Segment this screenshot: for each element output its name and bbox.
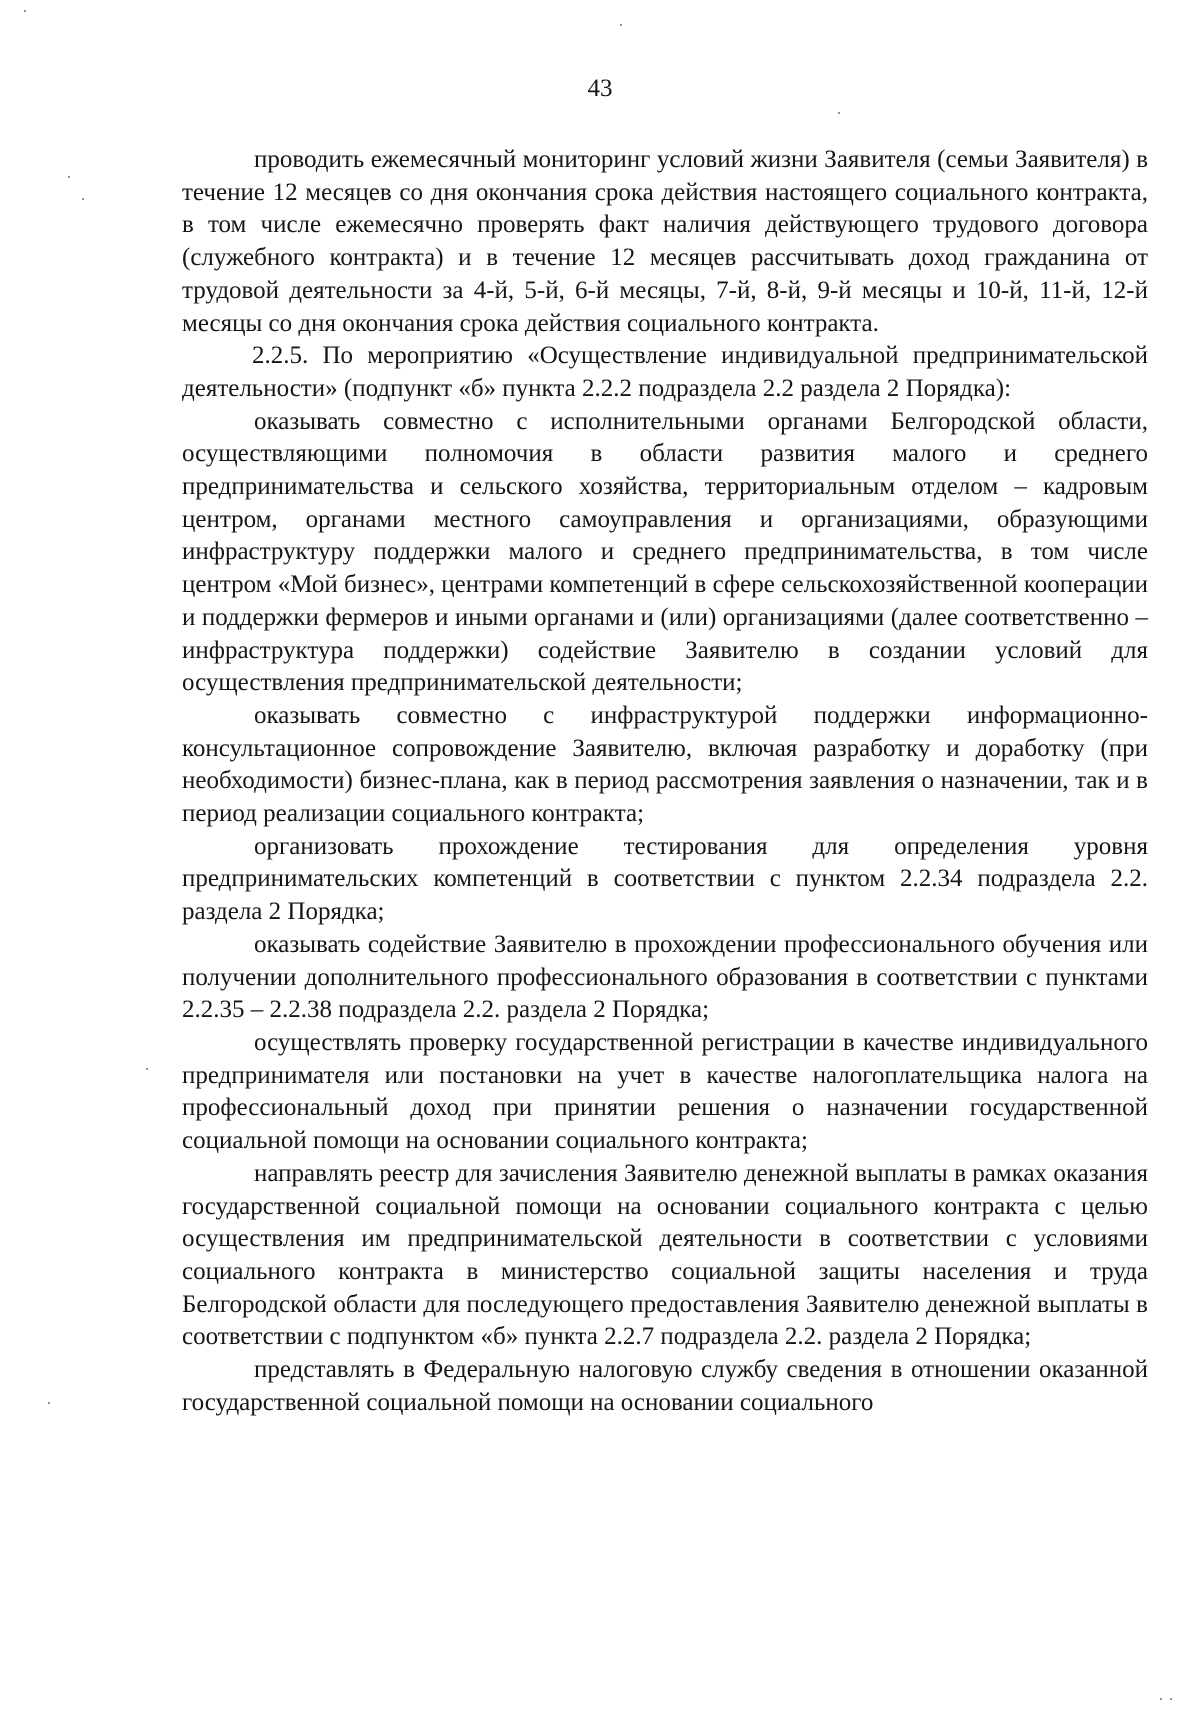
scan-speck xyxy=(1160,1698,1162,1700)
paragraph-testing: организовать прохождение тестирования для определения уровня предпринимательских компетенций в соответствии с пунктом 2.2.34 подраздела 2.2. раздела 2 Порядка; xyxy=(182,832,1148,926)
paragraph-tax-service: представлять в Федеральную налоговую службу сведения в отношении оказанной государственной социальной помощи на основании социального xyxy=(182,1356,1148,1416)
paragraph-item-2-2-5: 2.2.5. По мероприятию «Осуществление индивидуальной предпринимательской деятельности» (подпункт «б» пункта 2.2.2 подраздела 2.2 раздела 2 Порядка): xyxy=(182,342,1148,402)
paragraph-registration-check: осуществлять проверку государственной регистрации в качестве индивидуального предпринимателя или постановки на учет в качестве налогоплательщика налога на профессиональный доход при принятии решения о назначении государственной социальной помощи на основании социального контракта; xyxy=(182,1028,1148,1155)
scan-speck xyxy=(1170,1698,1172,1700)
page-number: 43 xyxy=(587,75,613,102)
scan-speck xyxy=(68,176,70,178)
scan-speck xyxy=(146,1068,148,1070)
scan-speck xyxy=(620,24,622,26)
scan-speck xyxy=(48,1402,50,1404)
paragraph-monitoring: проводить ежемесячный мониторинг условий жизни Заявителя (семьи Заявителя) в течение 12 месяцев со дня окончания срока действия настоящего социального контракта, в том числе ежемесячно проверять факт наличия действующего трудового договора (служебного контракта) и в течение 12 месяцев рассчитывать доход гражданина от трудовой деятельности за 4-й, 5-й, 6-й месяцы, 7-й, 8-й, 9-й месяцы и 10-й, 11-й, 12-й месяцы со дня окончания срока действия социального контракта. xyxy=(182,146,1148,337)
paragraph-consulting: оказывать совместно с инфраструктурой поддержки информационно-консультационное сопровождение Заявителю, включая разработку и доработку (при необходимости) бизнес-плана, как в период рассмотрения заявления о назначении, так и в период реализации социального контракта; xyxy=(182,701,1148,828)
paragraph-support-creation: оказывать совместно с исполнительными органами Белгородской области, осуществляющими полномочия в области развития малого и среднего предпринимательства и сельского хозяйства, территориальным отделом – кадровым центром, органами местного самоуправления и организациями, образующими инфраструктуру поддержки малого и среднего предпринимательства, в том числе центром «Мой бизнес», центрами компетенций в сфере сельскохозяйственной кооперации и поддержки фермеров и иными органами и (или) организациями (далее соответственно – инфраструктура поддержки) содействие Заявителю в создании условий для осуществления предпринимательской деятельности; xyxy=(182,407,1148,697)
scan-speck xyxy=(838,112,840,114)
paragraph-payment-register: направлять реестр для зачисления Заявителю денежной выплаты в рамках оказания государственной социальной помощи на основании социального контракта с целью осуществления им предпринимательской деятельности в соответствии с условиями социального контракта в министерство социальной защиты населения и труда Белгородской области для последующего предоставления Заявителю денежной выплаты в соответствии с подпунктом «б» пункта 2.2.7 подраздела 2.2. раздела 2 Порядка; xyxy=(182,1159,1148,1351)
scan-speck xyxy=(82,198,84,200)
document-body xyxy=(182,144,1148,1419)
scan-speck xyxy=(24,10,26,12)
paragraph-training: оказывать содействие Заявителю в прохождении профессионального обучения или получении дополнительного профессионального образования в соответствии с пунктами 2.2.35 – 2.2.38 подраздела 2.2. раздела 2 Порядка; xyxy=(182,930,1148,1024)
